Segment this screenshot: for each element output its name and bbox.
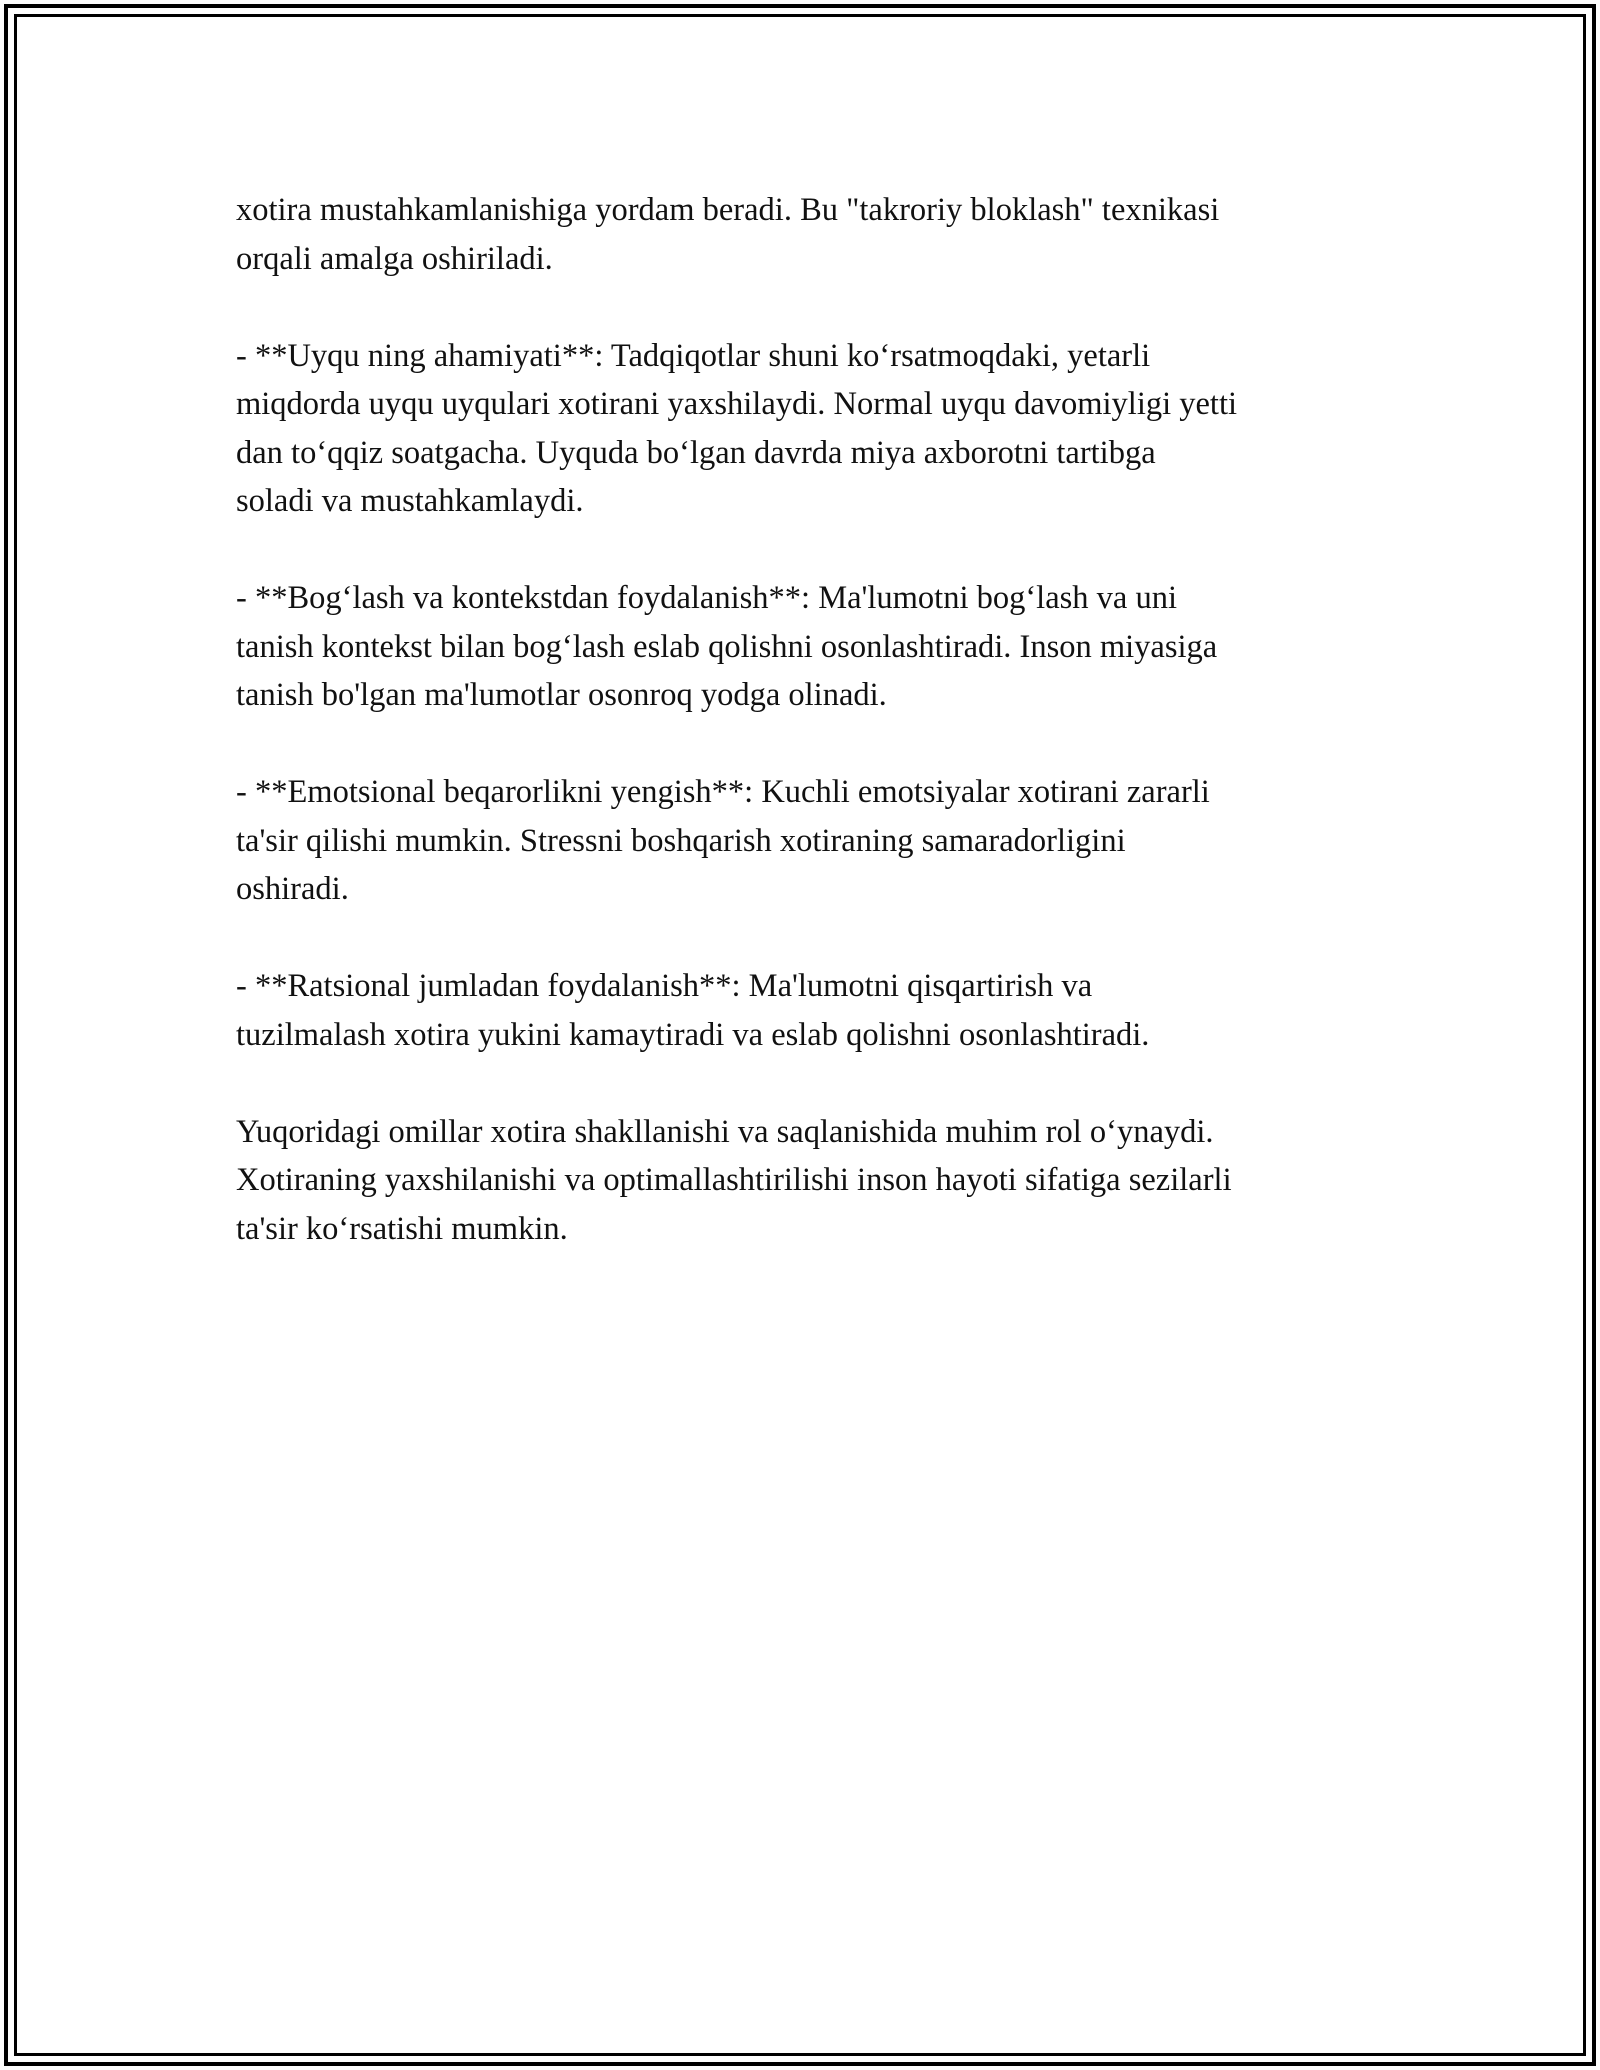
text-line: soladi va mustahkamlaydi. xyxy=(236,483,584,519)
text-line: - **Emotsional beqarorlikni yengish**: Kuchli emotsiyalar xotirani zararli xyxy=(236,774,1210,810)
text-line: ta'sir qilishi mumkin. Stressni boshqarish xotiraning samaradorligini xyxy=(236,822,1126,859)
text-line: - **Bog‘lash va kontekstdan foydalanish**: Ma'lumotni bog‘lash va uni xyxy=(236,580,1177,616)
paragraph-sleep xyxy=(236,332,1406,526)
text-line: xotira mustahkamlanishiga yordam beradi. Bu "takroriy bloklash" texnikasi xyxy=(236,192,1220,228)
text-line: Xotiraning yaxshilanishi va optimallashtirilishi inson hayoti sifatiga sezilarli xyxy=(236,1162,1232,1198)
document-body xyxy=(236,186,1406,1302)
paragraph-conclusion xyxy=(236,1108,1406,1254)
text-line: - **Ratsional jumladan foydalanish**: Ma'lumotni qisqartirish va xyxy=(236,968,1093,1004)
text-line: tanish kontekst bilan bog‘lash eslab qolishni osonlashtiradi. Inson miyasiga xyxy=(236,628,1218,665)
text-line: tuzilmalash xotira yukini kamaytiradi va eslab qolishni osonlashtiradi. xyxy=(236,1016,1150,1053)
text-line: miqdorda uyqu uyqulari xotirani yaxshilaydi. Normal uyqu davomiyligi yetti xyxy=(236,386,1238,422)
paragraph-emotional-instability xyxy=(236,768,1406,914)
text-line: Yuqoridagi omillar xotira shakllanishi va saqlanishida muhim rol o‘ynaydi. xyxy=(236,1113,1214,1150)
text-line: dan to‘qqiz soatgacha. Uyquda bo‘lgan davrda miya axborotni tartibga xyxy=(236,434,1156,471)
paragraph-rational-phrasing xyxy=(236,962,1406,1059)
text-line: - **Uyqu ning ahamiyati**: Tadqiqotlar shuni ko‘rsatmoqdaki, yetarli xyxy=(236,337,1151,374)
paragraph-intro-continuation xyxy=(236,186,1406,283)
text-line: oshiradi. xyxy=(236,871,349,907)
text-line: ta'sir ko‘rsatishi mumkin. xyxy=(236,1210,568,1247)
text-line: tanish bo'lgan ma'lumotlar osonroq yodga olinadi. xyxy=(236,677,887,713)
paragraph-association-context xyxy=(236,574,1406,720)
text-line: orqali amalga oshiriladi. xyxy=(236,240,553,277)
